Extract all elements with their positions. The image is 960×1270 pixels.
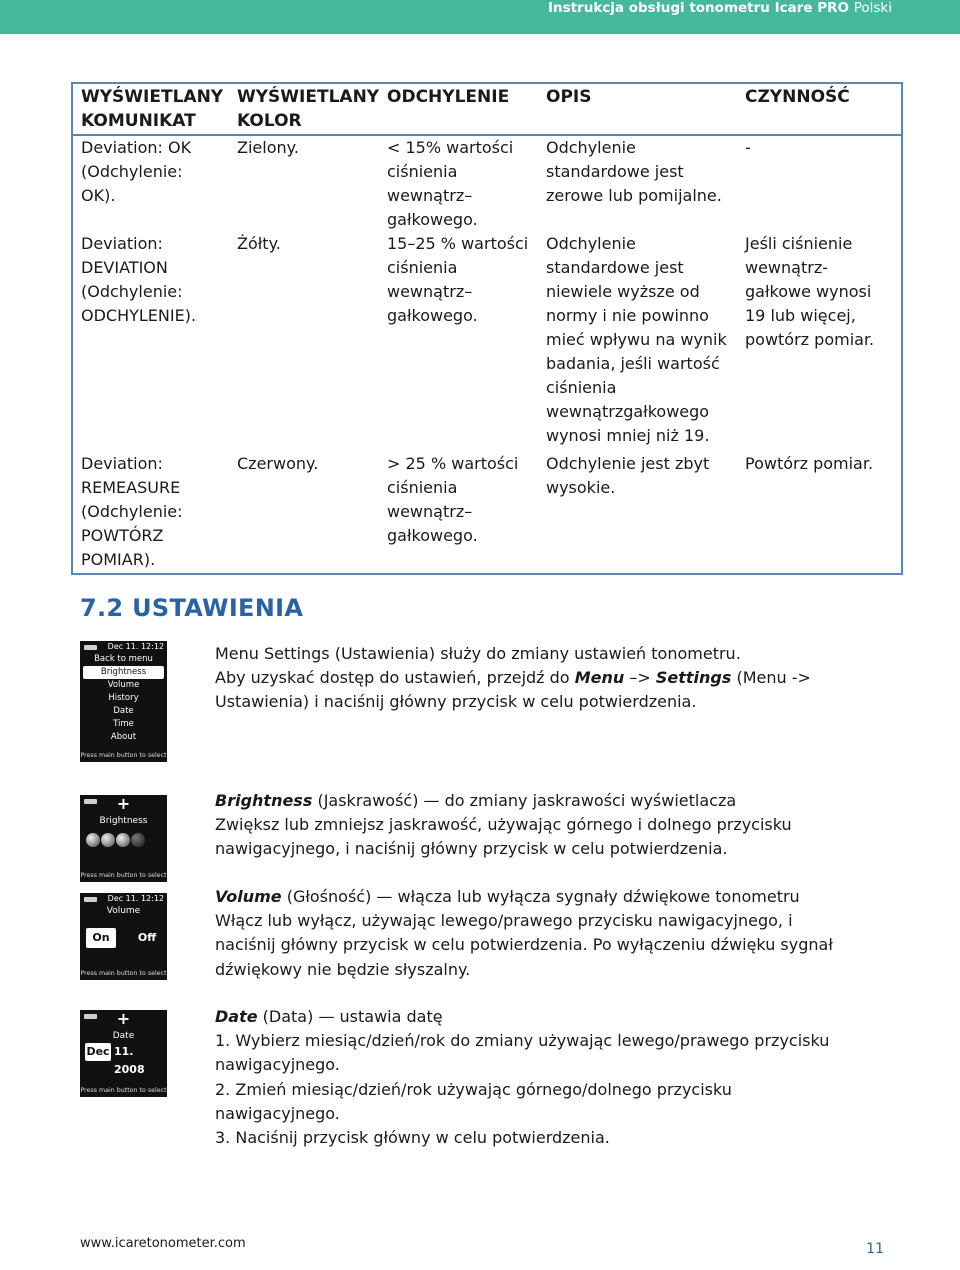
intro-text: Aby uzyskać dostęp do ustawień, przejdź do — [215, 668, 575, 688]
intro-text: (Menu -> Ustawienia) i naciśnij główny przycisk w celu potwierdzenia. — [215, 668, 811, 712]
battery-icon — [84, 645, 97, 650]
intro-instructions — [215, 666, 855, 714]
screen-datetime: Dec 11. 12:12 — [107, 894, 164, 903]
brightness-paragraph — [215, 789, 855, 862]
level-dot-icon — [131, 833, 145, 847]
column-header-action: CZYNNOŚĆ — [737, 83, 902, 135]
table-cell: Odchylenie standardowe jest zerowe lub pomijalne. — [546, 138, 722, 205]
volume-on-option: On — [86, 928, 116, 948]
date-step-2: 2. Zmień miesiąc/dzień/rok używając górnego/dolnego przycisku nawigacyjnego. — [215, 1079, 732, 1123]
column-header-description: OPIS — [538, 83, 737, 135]
date-step-1: 1. Wybierz miesiąc/dzień/rok do zmiany używając lewego/prawego przycisku nawigacyjnego. — [215, 1031, 830, 1075]
heading-text: (Data) — ustawia datę — [257, 1007, 443, 1026]
manual-title — [548, 0, 892, 16]
level-dot-icon — [116, 833, 130, 847]
menu-item-brightness: Brightness — [83, 666, 164, 679]
volume-off-option: Off — [137, 931, 157, 944]
menu-item-volume: Volume — [107, 680, 140, 690]
device-screen-volume — [80, 893, 167, 980]
column-header-message: WYŚWIETLANY KOMUNIKAT — [72, 83, 229, 135]
date-month-field: Dec — [85, 1043, 111, 1061]
keyword-brightness: Brightness — [215, 791, 313, 810]
date-step-3: 3. Naciśnij przycisk główny w celu potwierdzenia. — [215, 1128, 610, 1148]
table-header-row — [72, 83, 902, 135]
level-dot-icon — [86, 833, 100, 847]
table-cell: Deviation: REMEASURE (Odchylenie: POWTÓRZ POMIAR). — [72, 452, 229, 574]
brightness-level-indicator — [86, 833, 146, 851]
page-number: 11 — [866, 1241, 884, 1257]
table-cell: Żółty. — [237, 234, 281, 253]
menu-item-history: History — [108, 693, 139, 703]
settings-menu-list — [80, 653, 167, 744]
date-paragraph — [215, 1005, 855, 1150]
screen-datetime: Dec 11. 12:12 — [107, 642, 164, 651]
table-cell: Odchylenie standardowe jest niewiele wyższe od normy i nie powinno mieć wpływu na wynik badania, jeśli wartość ciśnienia wewnątrzgałkowego wynosi mniej niż 19. — [546, 234, 727, 445]
top-header-bar — [0, 0, 960, 34]
volume-paragraph — [215, 885, 855, 982]
menu-item-date: Date — [113, 706, 134, 716]
date-day-year-field: 11. 2008 — [114, 1045, 145, 1076]
section-title: 7.2 USTAWIENIA — [80, 594, 304, 622]
table-cell: - — [737, 135, 902, 232]
table-row — [72, 135, 902, 232]
table-cell: Deviation: OK (Odchylenie: OK). — [72, 135, 229, 232]
menu-item-back: Back to menu — [94, 654, 153, 664]
screen-title: Volume — [106, 906, 141, 916]
table-cell: Czerwony. — [229, 452, 379, 574]
table-cell: Jeśli ciśnienie wewnątrz- gałkowe wynosi 19 lub więcej, powtórz pomiar. — [737, 232, 902, 452]
keyword-volume: Volume — [215, 887, 282, 906]
column-header-deviation: ODCHYLENIE — [379, 83, 538, 135]
plus-icon: + — [116, 795, 131, 813]
level-dot-icon — [101, 833, 115, 847]
table-cell: < 15% wartości ciśnienia wewnątrz– gałkowego. — [387, 138, 514, 229]
table-cell: > 25 % wartości ciśnienia wewnątrz– gałkowego. — [379, 452, 538, 574]
volume-body: Włącz lub wyłącz, używając lewego/prawego przycisku nawigacyjnego, i naciśnij główny przycisk w celu potwierdzenia. Po wyłączeniu dźwięku sygnał dźwiękowy nie będzie słyszalny. — [215, 911, 833, 979]
brightness-body: Zwiększ lub zmniejsz jaskrawość, używając górnego i dolnego przycisku nawigacyjnego, i naciśnij główny przycisk w celu potwierdzenia. — [215, 815, 792, 859]
table-cell: Zielony. — [237, 138, 299, 157]
volume-heading — [215, 885, 855, 909]
deviation-table — [71, 82, 903, 575]
intro-line: Menu Settings (Ustawienia) służy do zmiany ustawień tonometru. — [215, 644, 741, 663]
menu-item-about: About — [110, 732, 137, 742]
screen-title: Brightness — [99, 816, 148, 826]
screen-footer-hint: Press main button to select — [80, 872, 167, 879]
table-cell: Powtórz pomiar. — [737, 452, 902, 574]
device-screen-brightness — [80, 795, 167, 882]
device-screen-menu — [80, 641, 167, 762]
column-header-color: WYŚWIETLANY KOLOR — [229, 83, 379, 135]
footer-website-link[interactable]: www.icaretonometer.com — [80, 1236, 246, 1251]
menu-item-time: Time — [113, 719, 134, 729]
manual-title-bold: Instrukcja obsługi tonometru Icare PRO — [547, 0, 850, 16]
settings-intro-paragraph — [215, 642, 855, 715]
date-heading — [215, 1005, 855, 1029]
heading-text: (Głośność) — włącza lub wyłącza sygnały dźwiękowe tonometru — [281, 887, 800, 906]
device-screen-date — [80, 1010, 167, 1097]
plus-icon: + — [116, 1010, 131, 1028]
screen-footer-hint: Press main button to select — [80, 970, 167, 977]
table-cell: 15–25 % wartości ciśnienia wewnątrz– gałkowego. — [387, 234, 529, 325]
screen-title: Date — [112, 1031, 135, 1041]
keyword-menu: Menu — [574, 668, 625, 688]
brightness-heading — [215, 789, 855, 813]
table-cell: Deviation: DEVIATION (Odchylenie: ODCHYLENIE). — [72, 232, 229, 452]
table-row — [72, 232, 902, 452]
keyword-settings: Settings — [655, 668, 732, 688]
arrow-text: –> — [624, 668, 656, 688]
screen-footer-hint: Press main button to select — [80, 1087, 167, 1094]
table-row — [72, 452, 902, 574]
battery-icon — [84, 897, 97, 902]
keyword-date: Date — [215, 1007, 258, 1026]
heading-text: (Jaskrawość) — do zmiany jaskrawości wyświetlacza — [312, 791, 737, 810]
table-cell: Odchylenie jest zbyt wysokie. — [538, 452, 737, 574]
screen-footer-hint: Press main button to select — [80, 752, 167, 759]
manual-language: Polski — [853, 0, 892, 16]
